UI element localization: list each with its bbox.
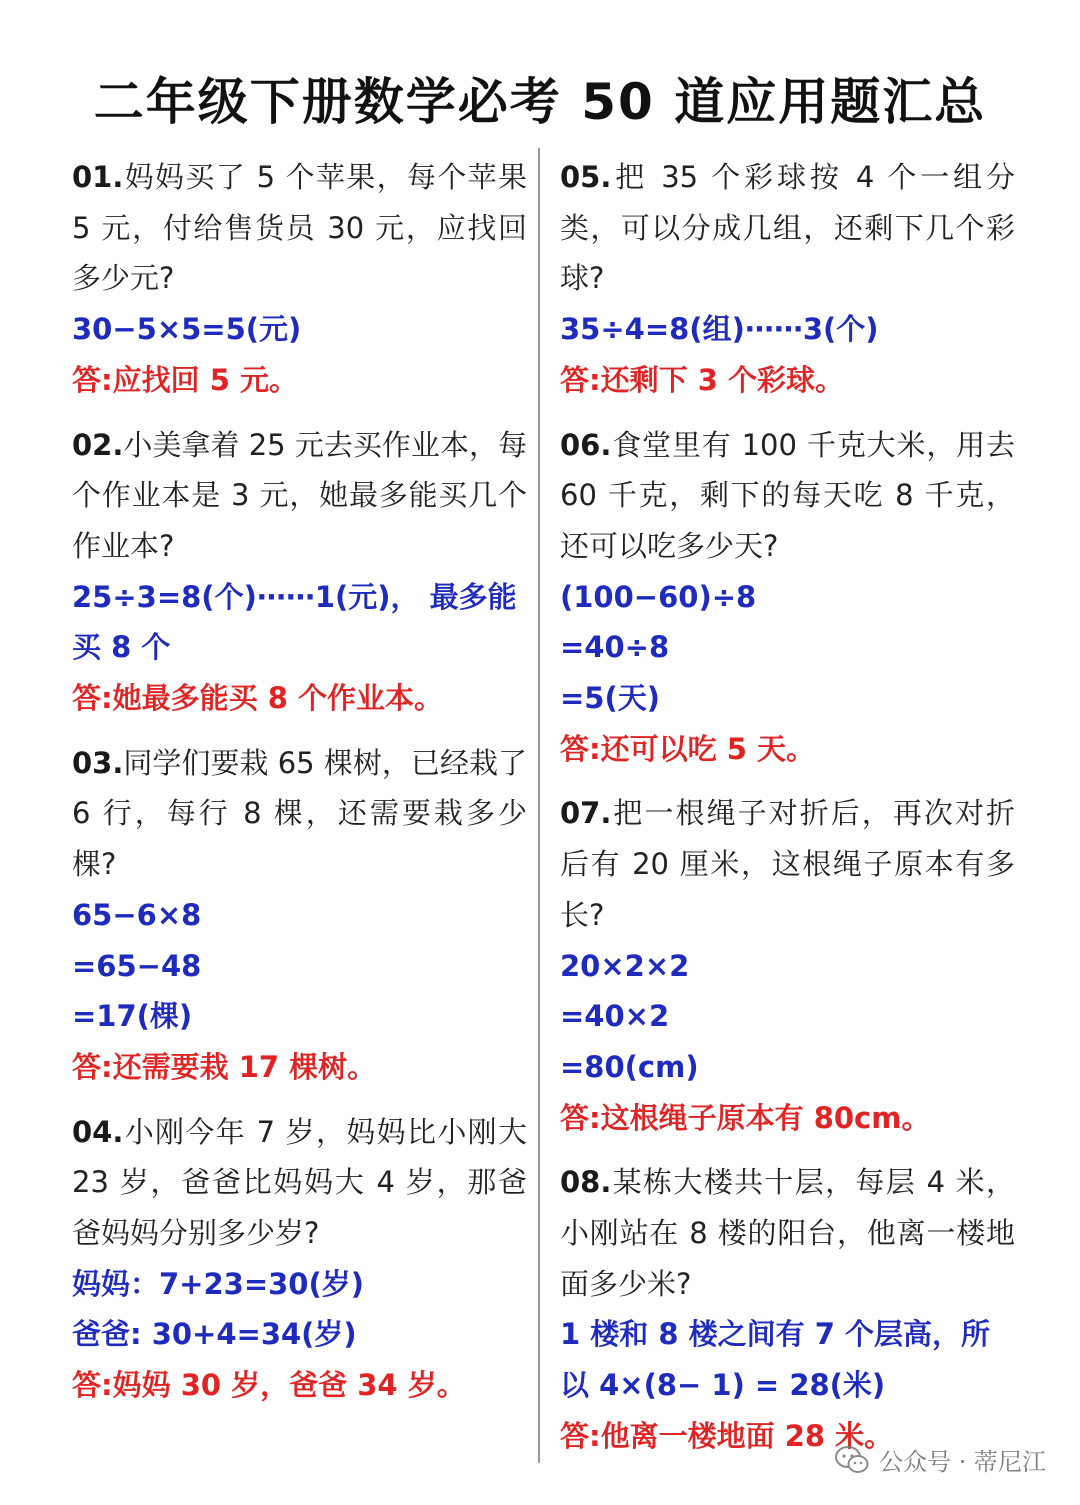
watermark-text: 公众号 · 蒂尼江: [879, 1448, 1046, 1476]
problem-question: [560, 152, 1015, 304]
solution-line: =40×2: [560, 999, 670, 1034]
watermark: [835, 1442, 1046, 1477]
problem-number: 06.: [560, 427, 612, 462]
solution-line: 25÷3=8(个)⋯⋯1(元)， 最多能买 8 个: [72, 579, 517, 665]
problem-text: 同学们要栽 65 棵树，已经栽了 6 行，每行 8 棵，还需要栽多少棵?: [72, 745, 527, 882]
wechat-icon: [835, 1446, 869, 1474]
solution-line: =40÷8: [560, 630, 670, 665]
problem-number: 05.: [560, 160, 612, 194]
problem-text: 小刚今年 7 岁，妈妈比小刚大 23 岁，爸爸比妈妈大 4 岁，那爸爸妈妈分别多少岁?: [72, 1114, 527, 1251]
problem-text: 把一根绳子对折后，再次对折后有 20 厘米，这根绳子原本有多长?: [560, 796, 1015, 932]
problem-text: 某栋大楼共十层，每层 4 米，小刚站在 8 楼的阳台，他离一楼地面多少米?: [560, 1165, 1015, 1301]
problem-number: 04.: [72, 1114, 124, 1149]
problem-5: [560, 152, 1015, 406]
problem-question: [72, 738, 527, 890]
problem-1: [72, 152, 527, 406]
problem-3: [72, 738, 527, 1093]
problem-question: [72, 152, 527, 304]
right-column: [560, 152, 1015, 1462]
problem-number: 07.: [560, 796, 612, 831]
solution-line: =80(cm): [560, 1049, 699, 1084]
solution-line: 30−5×5=5(元): [72, 312, 302, 347]
solution-line: 65−6×8: [72, 897, 202, 932]
solution-line: =5(天): [560, 681, 660, 716]
problem-2: [72, 420, 527, 724]
solution-line: 1 楼和 8 楼之间有 7 个层高，所以 4×(8− 1) = 28(米): [560, 1317, 991, 1403]
problem-text: 妈妈买了 5 个苹果，每个苹果 5 元，付给售货员 30 元，应找回多少元?: [72, 160, 527, 296]
problem-6: [560, 420, 1015, 775]
answer-line: 答:还可以吃 5 天。: [560, 731, 815, 766]
problem-text: 食堂里有 100 千克大米，用去 60 千克，剩下的每天吃 8 千克，还可以吃多少天?: [560, 427, 1015, 563]
problem-8: [560, 1157, 1015, 1461]
solution-line: =65−48: [72, 948, 202, 983]
answer-line: 答:她最多能买 8 个作业本。: [72, 681, 443, 716]
problem-question: [72, 420, 527, 572]
answer-line: 答:他离一楼地面 28 米。: [560, 1418, 894, 1453]
solution-line: =17(棵): [72, 999, 193, 1034]
answer-line: 答:应找回 5 元。: [72, 362, 298, 397]
problem-number: 02.: [72, 427, 124, 462]
problem-number: 03.: [72, 745, 124, 780]
answer-line: 答:还剩下 3 个彩球。: [560, 362, 844, 397]
page-title: 二年级下册数学必考 50 道应用题汇总: [93, 73, 987, 131]
answer-line: 答:还需要栽 17 棵树。: [72, 1049, 377, 1084]
problem-question: [72, 1107, 527, 1259]
problem-number: 08.: [560, 1165, 612, 1200]
problem-number: 01.: [72, 160, 124, 194]
problem-text: 把 35 个彩球按 4 个一组分类，可以分成几组，还剩下几个彩球?: [560, 160, 1015, 296]
solution-line: 妈妈：7+23=30(岁): [72, 1266, 364, 1301]
solution-line: 35÷4=8(组)⋯⋯3(个): [560, 312, 879, 347]
problem-question: [560, 420, 1015, 572]
solution-line: (100−60)÷8: [560, 579, 757, 614]
problem-7: [560, 788, 1015, 1143]
left-column: [72, 152, 527, 1411]
problem-question: [560, 1157, 1015, 1309]
problem-4: [72, 1107, 527, 1411]
answer-line: 答:这根绳子原本有 80cm。: [560, 1100, 931, 1135]
solution-line: 爸爸: 30+4=34(岁): [72, 1317, 357, 1352]
answer-line: 答:妈妈 30 岁，爸爸 34 岁。: [72, 1368, 466, 1403]
problem-text: 小美拿着 25 元去买作业本，每个作业本是 3 元，她最多能买几个作业本?: [72, 427, 527, 563]
solution-line: 20×2×2: [560, 948, 690, 983]
problem-question: [560, 788, 1015, 940]
column-divider: [538, 148, 540, 1463]
